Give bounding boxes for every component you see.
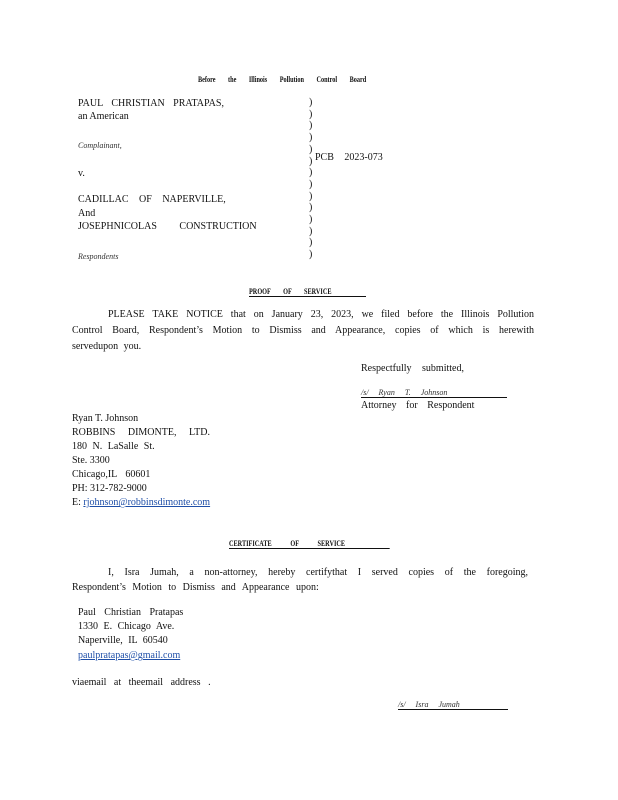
service-method: viaemail at theemail address .	[72, 677, 211, 688]
email-label: E:	[72, 497, 81, 508]
attorney-city: Chicago,IL 60601	[72, 469, 151, 480]
respondent-two: JOSEPHNICOLAS CONSTRUCTION	[78, 221, 257, 232]
case-number: PCB 2023-073	[315, 152, 383, 163]
versus-label: v.	[78, 168, 85, 179]
recipient-name: Paul Christian Pratapas	[78, 607, 184, 618]
recipient-city: Naperville, IL 60540	[78, 635, 168, 646]
recipient-email-link[interactable]: paulpratapas@gmail.com	[78, 650, 181, 661]
respectfully-submitted: Respectfully submitted,	[361, 363, 464, 374]
respondent-one: CADILLAC OF NAPERVILLE,	[78, 194, 226, 205]
attorney-suite: Ste. 3300	[72, 455, 110, 466]
isra-jumah-signature: /s/ Isra Jumah	[398, 700, 508, 710]
board-heading: Before the Illinois Pollution Control Board	[198, 75, 367, 84]
complainant-role: Complainant,	[78, 141, 122, 150]
attorney-name: Ryan T. Johnson	[72, 413, 139, 424]
signer-title: Attorney for Respondent	[361, 400, 475, 411]
proof-notice-paragraph: PLEASE TAKE NOTICE that on January 23, 2023, we filed before the Illinois Pollution Control Board, Respondent’s Motion to Dismiss and Appearance, copies of which is herewith servedupon you.	[72, 309, 534, 352]
respondent-role: Respondents	[78, 252, 119, 261]
attorney-firm: ROBBINS DIMONTE, LTD.	[72, 427, 210, 438]
certificate-paragraph: I, Isra Jumah, a non-attorney, hereby certifythat I served copies of the foregoing, Respondent’s Motion to Dismiss and Appearance upon:	[72, 567, 528, 593]
attorney-email-link[interactable]: rjohnson@robbinsdimonte.com	[83, 497, 211, 508]
and-label: And	[78, 208, 96, 219]
complainant-name: PAUL CHRISTIAN PRATAPAS,	[78, 98, 224, 109]
attorney-email-line	[72, 497, 237, 508]
attorney-phone: PH: 312-782-9000	[72, 483, 147, 494]
attorney-signature: /s/ Ryan T. Johnson	[361, 388, 507, 398]
caption-parenthesis-column: ) ) ) ) ) ) ) ) ) ) ) ) ) )	[309, 97, 313, 261]
complainant-description: an American	[78, 111, 129, 122]
attorney-street: 180 N. LaSalle St.	[72, 441, 155, 452]
proof-of-service-title: PROOF OF SERVICE	[249, 287, 366, 297]
recipient-street: 1330 E. Chicago Ave.	[78, 621, 175, 632]
certificate-of-service-title: CERTIFICATE OF SERVICE	[229, 539, 390, 549]
